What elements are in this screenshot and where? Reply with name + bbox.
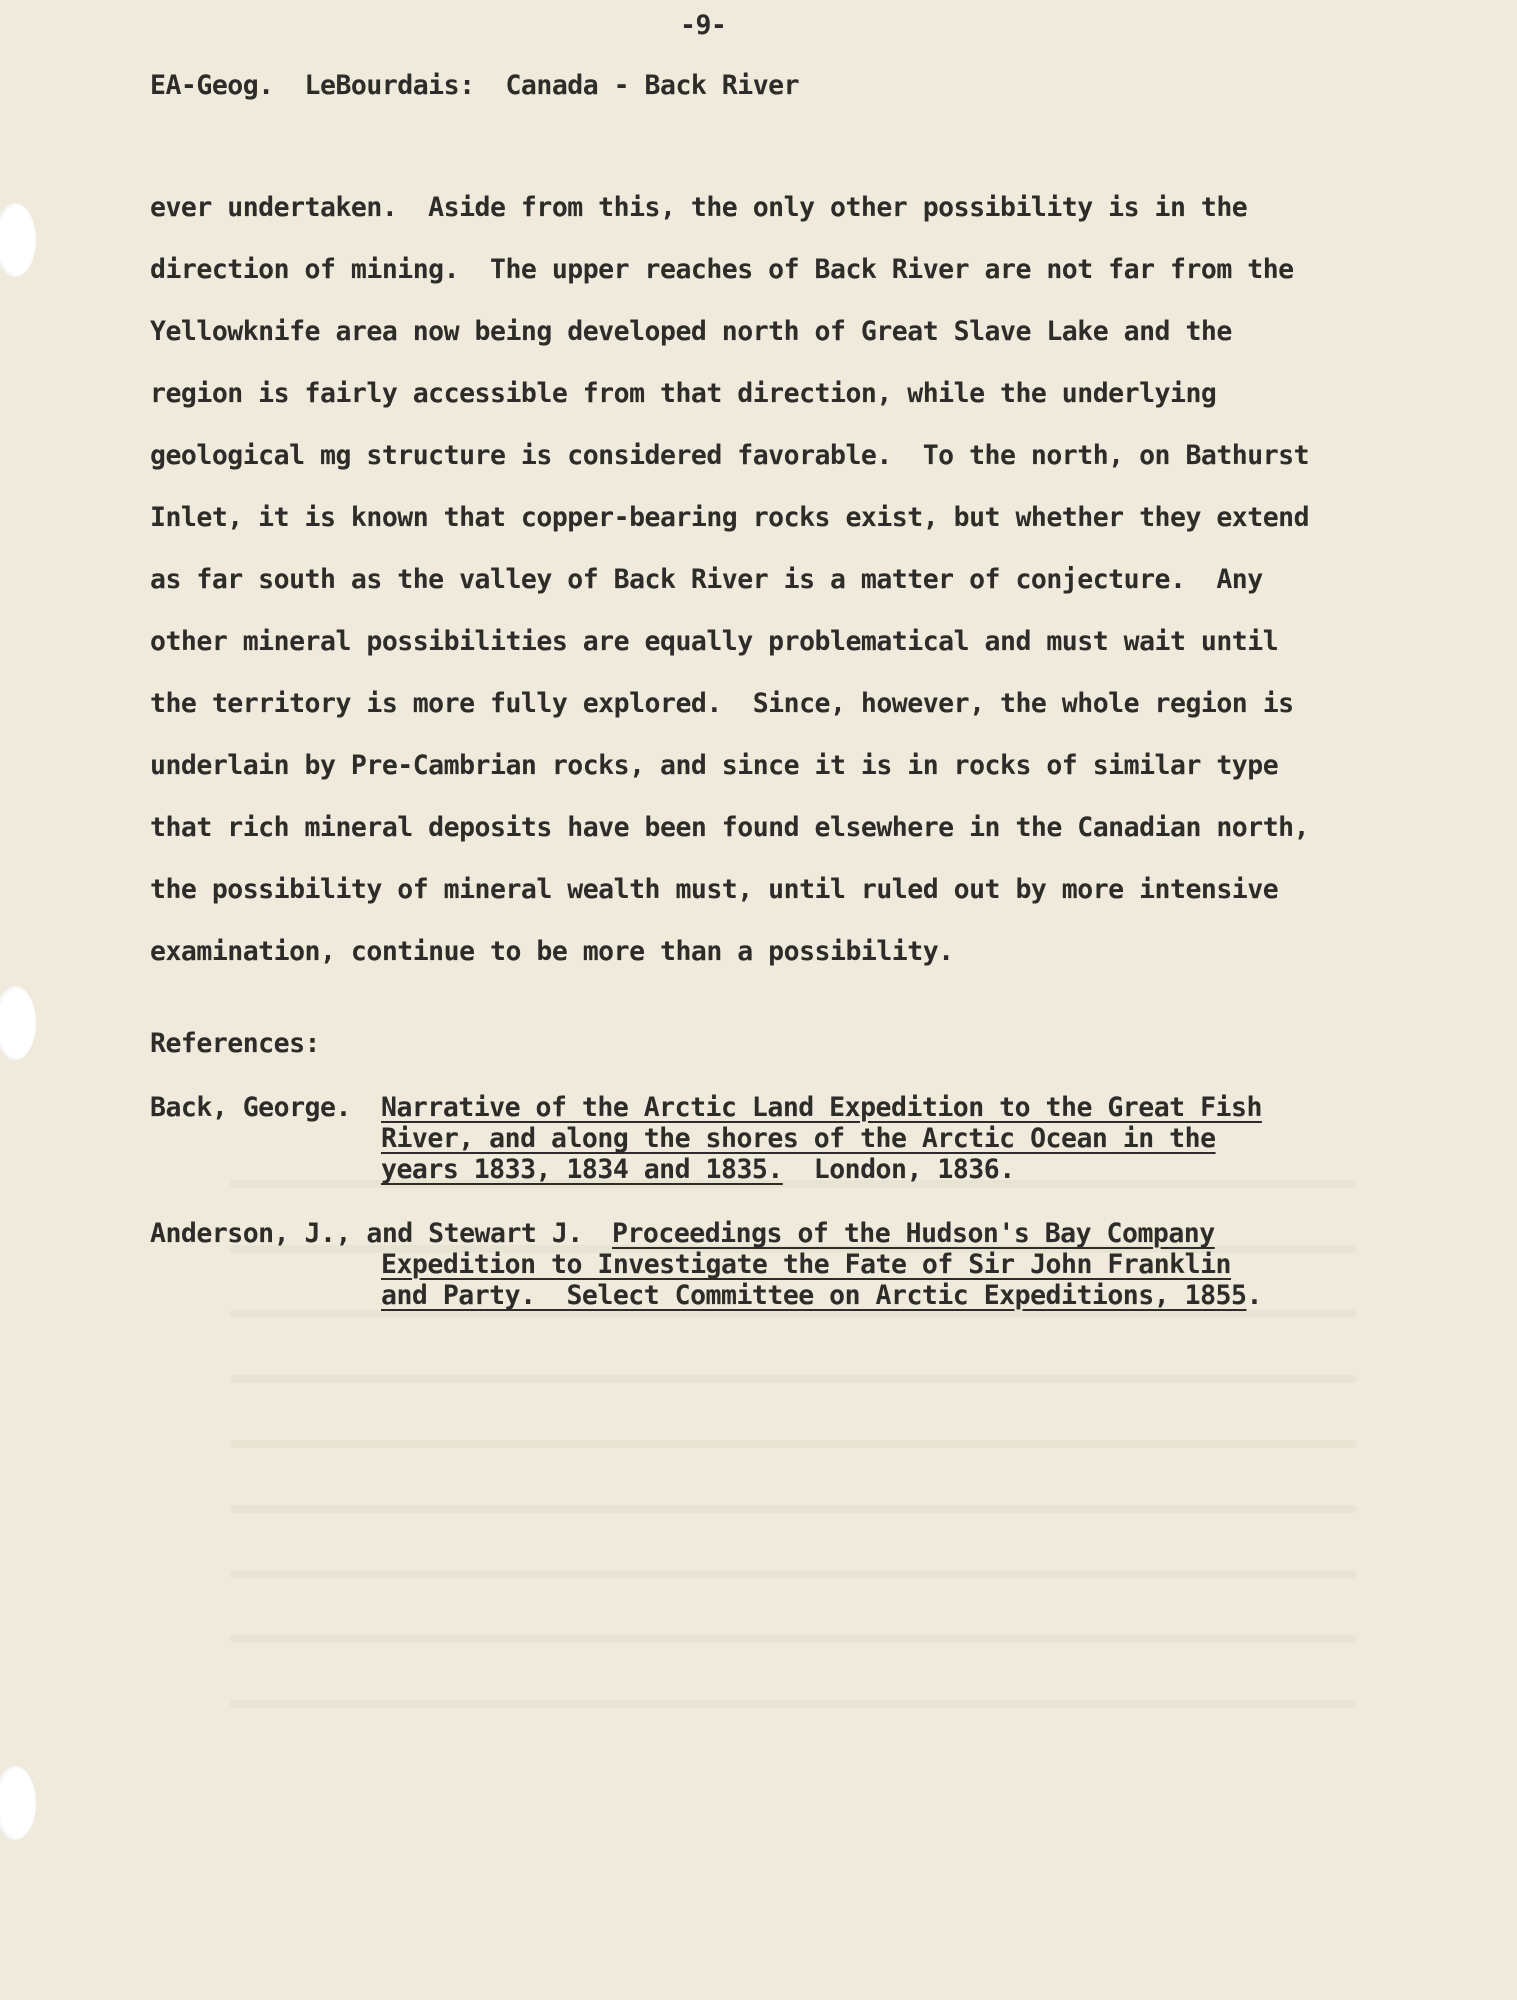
reference-title-text: River, and along the shores of the Arctic Ocean in the: [381, 1123, 1216, 1154]
body-line: Yellowknife area now being developed north of Great Slave Lake and the: [150, 316, 1232, 347]
body-line: underlain by Pre-Cambrian rocks, and since it is in rocks of similar type: [150, 750, 1279, 781]
bleed-through: [230, 1635, 1357, 1643]
body-line: other mineral possibilities are equally problematical and must wait until: [150, 626, 1279, 657]
reference-trailing: .: [1246, 1280, 1262, 1311]
reference-title-text: years 1833, 1834 and 1835.: [381, 1154, 783, 1185]
reference-author: Anderson, J., and Stewart J.: [150, 1218, 583, 1249]
reference-title-text: Expedition to Investigate the Fate of Sir John Franklin: [381, 1249, 1231, 1280]
bleed-through: [230, 1375, 1357, 1383]
reference-title-text: Narrative of the Arctic Land Expedition to the Great Fish: [381, 1092, 1262, 1123]
reference-title-line: [381, 1280, 1262, 1311]
bleed-through: [230, 1505, 1357, 1513]
reference-title-line: [381, 1123, 1216, 1154]
body-line: that rich mineral deposits have been found elsewhere in the Canadian north,: [150, 812, 1310, 843]
binder-hole-top: [0, 203, 36, 277]
reference-title-line: [381, 1249, 1231, 1280]
body-line: the territory is more fully explored. Since, however, the whole region is: [150, 688, 1294, 719]
binder-hole-middle: [0, 986, 36, 1060]
reference-title-line: [612, 1218, 1215, 1249]
body-line: direction of mining. The upper reaches of Back River are not far from the: [150, 254, 1294, 285]
body-line: examination, continue to be more than a possibility.: [150, 936, 954, 967]
references-heading: References:: [150, 1028, 320, 1059]
body-line: Inlet, it is known that copper-bearing rocks exist, but whether they extend: [150, 502, 1310, 533]
reference-author: Back, George.: [150, 1092, 351, 1123]
body-line: the possibility of mineral wealth must, until ruled out by more intensive: [150, 874, 1279, 905]
body-line: geological mg structure is considered favorable. To the north, on Bathurst: [150, 440, 1310, 471]
bleed-through: [230, 1310, 1357, 1318]
document-header: EA-Geog. LeBourdais: Canada - Back River: [150, 70, 800, 101]
body-line: as far south as the valley of Back River is a matter of conjecture. Any: [150, 564, 1263, 595]
bleed-through: [230, 1440, 1357, 1448]
reference-title-line: [381, 1092, 1262, 1123]
reference-title-text: and Party. Select Committee on Arctic Expeditions, 1855: [381, 1280, 1247, 1311]
reference-trailing: London, 1836.: [782, 1154, 1015, 1185]
reference-title-text: Proceedings of the Hudson's Bay Company: [612, 1218, 1215, 1249]
body-line: region is fairly accessible from that direction, while the underlying: [150, 378, 1217, 409]
bleed-through: [230, 1700, 1357, 1708]
bleed-through: [230, 1570, 1357, 1578]
body-line: ever undertaken. Aside from this, the only other possibility is in the: [150, 192, 1248, 223]
reference-title-line: [381, 1154, 1015, 1185]
page-number: -9-: [680, 10, 727, 41]
binder-hole-bottom: [0, 1766, 36, 1840]
